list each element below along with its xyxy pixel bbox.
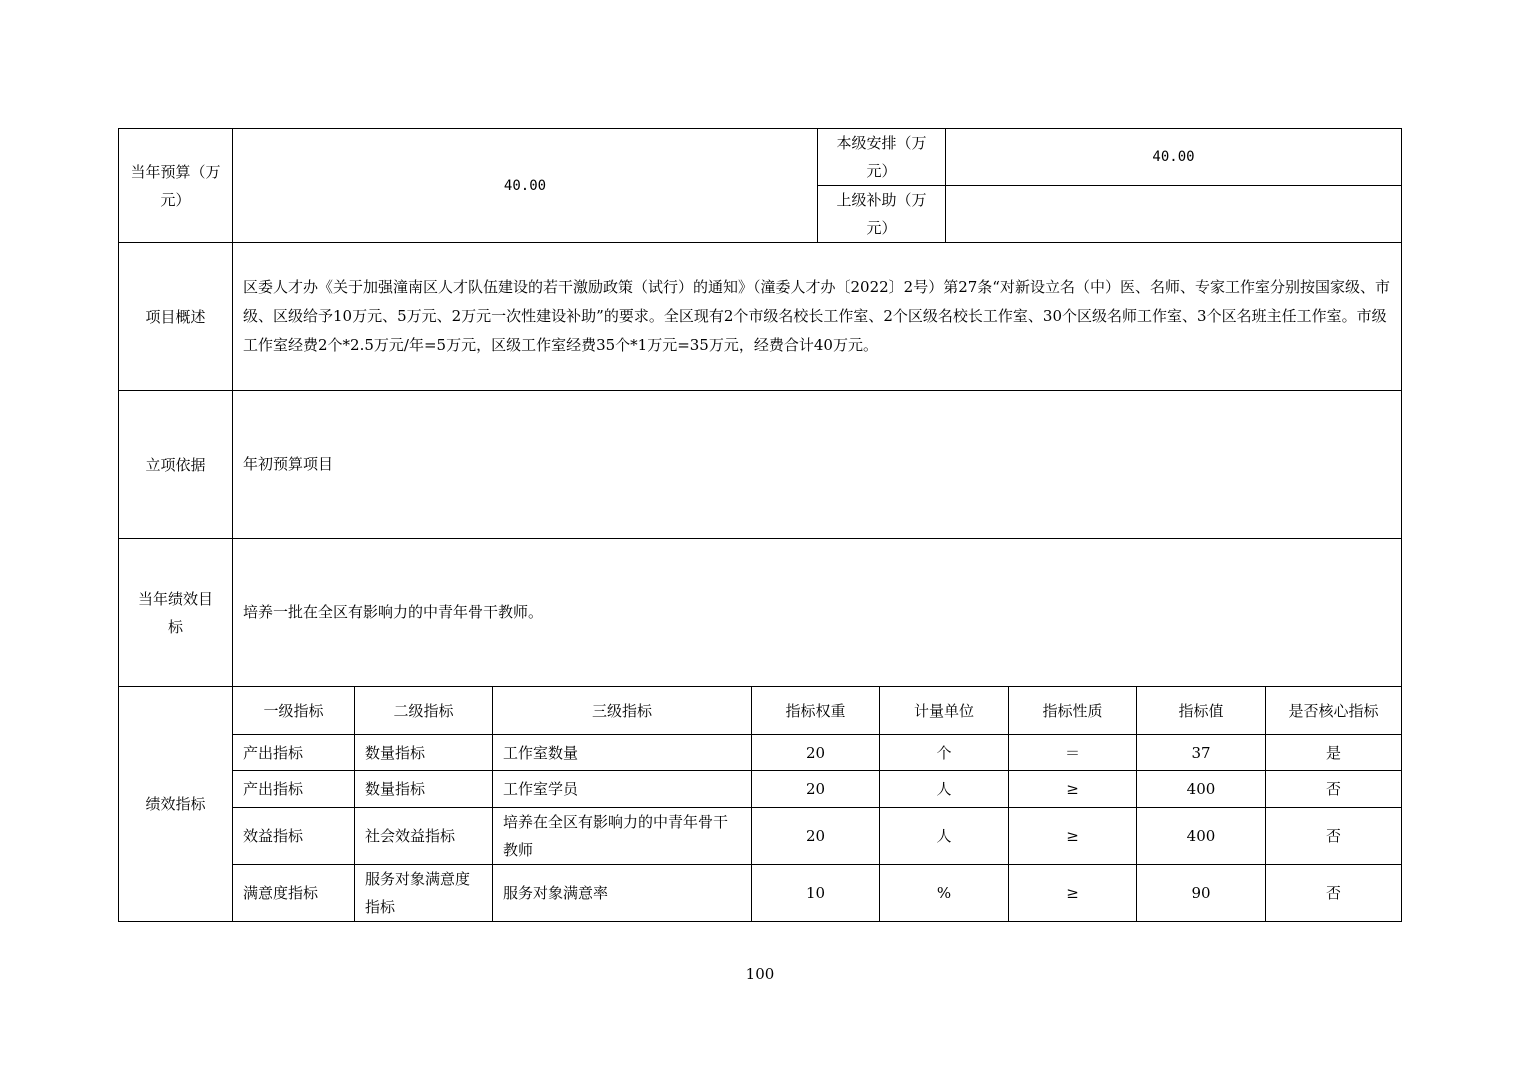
table-row-cell: 否 bbox=[1265, 807, 1402, 865]
table-row-cell: 人 bbox=[879, 770, 1009, 808]
goal-text: 培养一批在全区有影响力的中青年骨干教师。 bbox=[232, 538, 1402, 687]
basis-label: 立项依据 bbox=[118, 390, 233, 539]
table-row-cell: 37 bbox=[1136, 734, 1266, 771]
local-budget-value: 40.00 bbox=[945, 128, 1402, 186]
col-header-unit: 计量单位 bbox=[879, 686, 1009, 735]
goal-label: 当年绩效目标 bbox=[118, 538, 233, 687]
budget-form-table bbox=[118, 128, 1402, 922]
basis-text: 年初预算项目 bbox=[232, 390, 1402, 539]
col-header-nature: 指标性质 bbox=[1008, 686, 1137, 735]
table-row-cell: 20 bbox=[751, 734, 880, 771]
table-row-cell: 否 bbox=[1265, 770, 1402, 808]
upper-subsidy-label: 上级补助（万元） bbox=[817, 185, 946, 243]
table-row-cell: 工作室数量 bbox=[492, 734, 752, 771]
table-row-cell: ＝ bbox=[1008, 734, 1137, 771]
indicators-label: 绩效指标 bbox=[118, 686, 233, 922]
page-number: 100 bbox=[745, 965, 775, 983]
table-row-cell: 数量指标 bbox=[354, 770, 493, 808]
table-row-cell: 人 bbox=[879, 807, 1009, 865]
budget-total: 40.00 bbox=[232, 128, 818, 243]
table-row-cell: 社会效益指标 bbox=[354, 807, 493, 865]
table-row-cell: % bbox=[879, 864, 1009, 922]
table-row-cell: 个 bbox=[879, 734, 1009, 771]
upper-subsidy-value bbox=[945, 185, 1402, 243]
table-row-cell: 产出指标 bbox=[232, 734, 355, 771]
col-header-weight: 指标权重 bbox=[751, 686, 880, 735]
table-row-cell: 10 bbox=[751, 864, 880, 922]
table-row-cell: 400 bbox=[1136, 807, 1266, 865]
table-row-cell: 否 bbox=[1265, 864, 1402, 922]
table-row-cell: 90 bbox=[1136, 864, 1266, 922]
budget-label: 当年预算（万元） bbox=[118, 128, 233, 243]
overview-label: 项目概述 bbox=[118, 242, 233, 391]
table-row-cell: 服务对象满意率 bbox=[492, 864, 752, 922]
table-row-cell: 20 bbox=[751, 770, 880, 808]
table-row-cell: 是 bbox=[1265, 734, 1402, 771]
col-header-value: 指标值 bbox=[1136, 686, 1266, 735]
col-header-level3: 三级指标 bbox=[492, 686, 752, 735]
table-row-cell: 满意度指标 bbox=[232, 864, 355, 922]
col-header-level2: 二级指标 bbox=[354, 686, 493, 735]
table-row-cell: ≥ bbox=[1008, 770, 1137, 808]
table-row-cell: 工作室学员 bbox=[492, 770, 752, 808]
overview-text: 区委人才办《关于加强潼南区人才队伍建设的若干激励政策（试行）的通知》（潼委人才办〔2022〕2号）第27条“对新设立名（中）医、名师、专家工作室分别按国家级、市级、区级给予10万元、5万元、2万元一次性建设补助”的要求。全区现有2个市级名校长工作室、2个区级名校长工作室、30个区级名师工作室、3个区名班主任工作室。市级工作室经费2个*2.5万元/年=5万元，区级工作室经费35个*1万元=35万元，经费合计40万元。 bbox=[232, 242, 1402, 391]
table-row-cell: 效益指标 bbox=[232, 807, 355, 865]
col-header-core: 是否核心指标 bbox=[1265, 686, 1402, 735]
table-row-cell: 产出指标 bbox=[232, 770, 355, 808]
table-row-cell: 20 bbox=[751, 807, 880, 865]
local-budget-label: 本级安排（万元） bbox=[817, 128, 946, 186]
table-row-cell: 400 bbox=[1136, 770, 1266, 808]
table-row-cell: ≥ bbox=[1008, 864, 1137, 922]
col-header-level1: 一级指标 bbox=[232, 686, 355, 735]
table-row-cell: 服务对象满意度指标 bbox=[354, 864, 493, 922]
table-row-cell: 培养在全区有影响力的中青年骨干教师 bbox=[492, 807, 752, 865]
table-row-cell: 数量指标 bbox=[354, 734, 493, 771]
table-row-cell: ≥ bbox=[1008, 807, 1137, 865]
